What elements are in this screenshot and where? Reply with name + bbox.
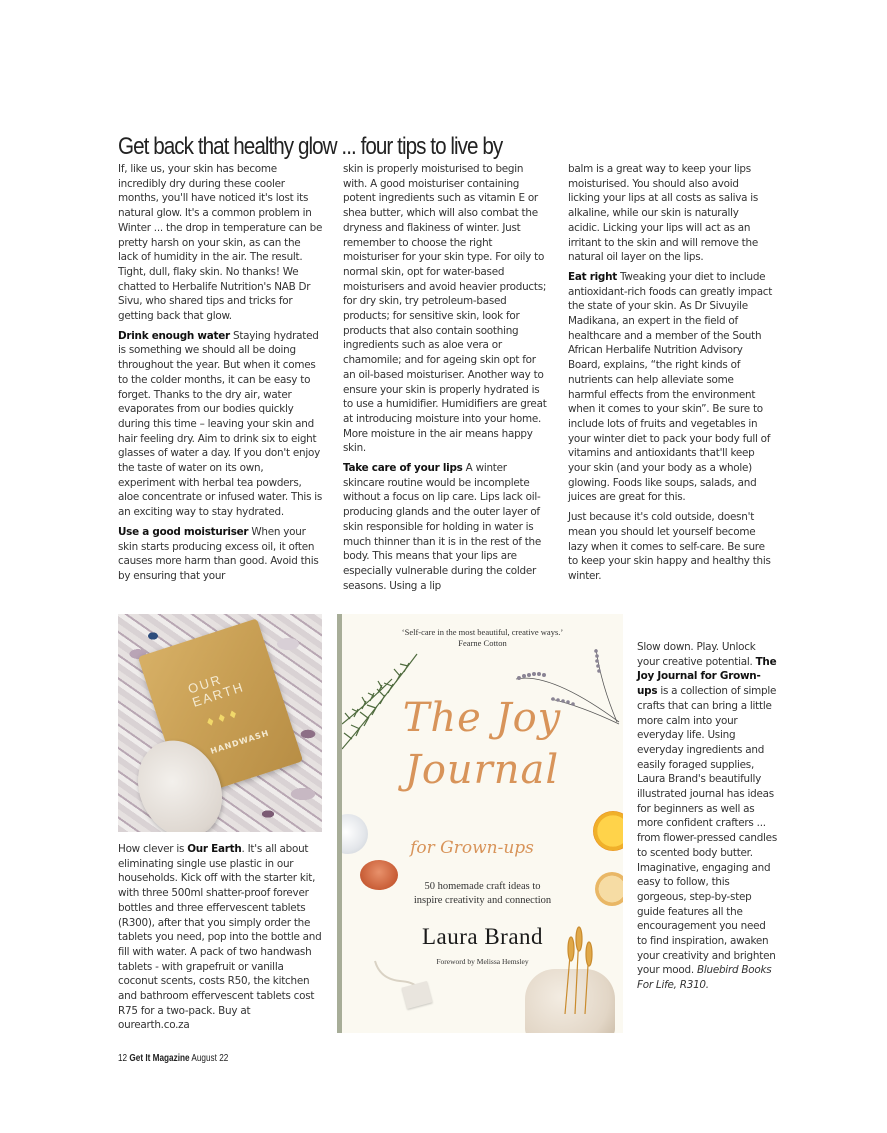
tip-lips: [343, 461, 548, 593]
orange-slice: [593, 811, 623, 851]
tip-heading: Eat right: [568, 270, 617, 283]
packet-brand: OUR EARTH: [186, 671, 247, 710]
caption-text: . It's all about eliminating single use plastic in our households. Kick off with the starter kit, with three 500ml shatter-proof forever bottles and three effervescent tablets (R300), after that you simply order the tablets you need, pop into the bottle and fill with water. A pack of two handwash tablets - with grapefruit or vanilla coconut scents, costs R50, the kitchen and bathroom effervescent tablets cost R75 for a two-pack. Buy at ourearth.co.za: [118, 843, 322, 1032]
tip-body: Staying hydrated is something we should all be doing throughout the year. But when it comes to the colder months, it can be easy to forget. Thanks to the dry air, water evaporates from our bodies quickly during this time – leaving your skin and hair feeling dry. Aim to drink six to eight glasses of water a day. If you don't enjoy the taste of water on its own, experiment with herbal tea powders, aloe concentrate or infused water. This is an exciting way to stay hydrated.: [118, 329, 323, 519]
cover-title-line: The Joy: [402, 695, 562, 741]
book-title: The Joy Journal for Grown-ups: [637, 655, 777, 698]
quote-text: ‘Self-care in the most beautiful, creative ways.’: [401, 627, 564, 637]
product-caption: [118, 842, 323, 1033]
tip-heading: Drink enough water: [118, 329, 230, 342]
caption-text: How clever is: [118, 843, 188, 855]
tip-moisturiser-continued: skin is properly moisturised to begin with. A good moisturiser containing potent ingredients such as vitamin E or shea butter, which will also combat the dryness and flakiness of winter. Just remember to choose the right moisturiser for your skin type. For oily to normal skin, opt for water-based moisturisers and avoid heavier products; for dry skin, try petroleum-based products; for sensitive skin, look for products that also contain soothing ingredients such as aloe vera or chamomile; and for ageing skin opt for an oil-based moisturiser. Another way to ensure your skin is properly hydrated is to use a humidifier. Humidifiers are great at introducing moisture into your home. More moisture in the air means happy skin.: [343, 163, 547, 455]
page-footer: [118, 1053, 228, 1064]
magazine-name: Get It Magazine: [129, 1053, 190, 1064]
wheat-icon: [555, 924, 595, 1014]
tip-body: When your skin starts producing excess oil, it often causes more harm than good. Avoid this by ensuring that your: [118, 525, 319, 582]
cover-tagline: [342, 880, 623, 908]
white-bowl: [337, 814, 368, 854]
tip-heading: Use a good moisturiser: [118, 525, 249, 538]
tip-eat-right: [568, 270, 773, 505]
cover-title-line: Journal: [404, 747, 560, 793]
packet-type: HANDWASH: [209, 728, 271, 756]
article-column-2: [343, 162, 548, 598]
tip-body: A winter skincare routine would be incomplete without a focus on lip care. Lips lack oil-producing glands and the outer layer of skin responsible for holding in water is much thinner than it is in the rest of the body. This means that your lips are especially vulnerable during the colder seasons. Using a lip: [343, 462, 542, 592]
tagline-line: inspire creativity and connection: [413, 895, 552, 906]
page-number: 12: [118, 1053, 128, 1064]
article-column-3: [568, 162, 773, 589]
publisher-price: Bluebird Books For Life, R310.: [637, 964, 772, 992]
article-headline: Get back that healthy glow ... four tips to live by: [118, 133, 503, 160]
tip-lips-continued: balm is a great way to keep your lips moisturised. You should also avoid licking your lips at all costs as saliva is alkaline, while our skin is naturally acidic. Licking your lips will act as an irritant to the skin and will remove the natural oil layer on the lips.: [568, 163, 759, 264]
book-caption: [637, 640, 777, 993]
caption-text: is a collection of simple crafts that can bring a little more calm into your everyday life. Using everyday ingredients and easily foraged supplies, Laura Brand's beautifully illustrated journal has ideas for beginners as well as more confident crafters ... from flower-pressed candles to scented body butter. Imaginative, engaging and easy to follow, this gorgeous, step-by-step guide features all the encouragement you need to find inspiration, awaken your creativity and brighten your mood.: [637, 685, 777, 977]
tip-body: Tweaking your diet to include antioxidant-rich foods can greatly impact the state of your skin. As Dr Sivuyile Madikana, an expert in the field of healthcare and a member of the South African Herbalife Nutrition Advisory Board, explains, “the right kinds of nutrients can help alleviate some harmful effects from the environment when it comes to your skin”. Be sure to include lots of fruits and vegetables in your winter diet to pack your body full of vitamins and antioxidants that'll keep your skin (and your body as a whole) glowing. Foods like soups, salads, and juices are great for this.: [568, 270, 773, 504]
brand-name: Our Earth: [187, 843, 242, 855]
article-intro: If, like us, your skin has become incredibly dry during these cooler months, you'll have noticed it's lost its natural glow. It's a common problem in Winter ... the drop in temperature can be pretty harsh on your skin, as can the lack of humidity in the air. The result. Tight, dull, flaky skin. No thanks! We chatted to Herbalife Nutrition's NAB Dr Sivu, who shared tips and tricks for getting back that glow.: [118, 163, 323, 323]
tip-drink-water: [118, 329, 323, 520]
issue-date: August 22: [191, 1053, 229, 1064]
book-cover: [337, 614, 623, 1033]
cover-subtitle: for Grown-ups: [410, 838, 534, 858]
cover-title: [382, 692, 582, 796]
tip-heading: Take care of your lips: [343, 462, 463, 475]
article-closing: Just because it's cold outside, doesn't mean you should let yourself become lazy when it comes to self-care. Be sure to keep your skin happy and healthy this winter.: [568, 511, 771, 582]
product-photo: [118, 614, 322, 832]
quote-author: Fearne Cotton: [458, 638, 507, 648]
tagline-line: 50 homemade craft ideas to: [424, 881, 541, 892]
article-column-1: [118, 162, 323, 589]
leaf-icon: ♦♦♦: [203, 706, 242, 730]
caption-text: Slow down. Play. Unlock your creative potential.: [637, 641, 756, 668]
cover-foreword: Foreword by Melissa Hemsley: [436, 957, 529, 966]
tip-moisturiser: [118, 525, 323, 584]
cover-author: Laura Brand: [421, 924, 544, 949]
